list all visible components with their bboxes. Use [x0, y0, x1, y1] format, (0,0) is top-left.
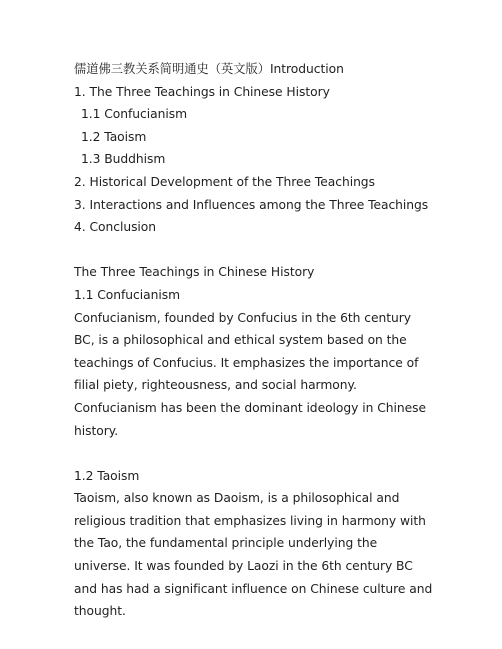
- spacer: [74, 442, 434, 465]
- document-body: [74, 58, 434, 623]
- toc-item-2: 2. Historical Development of the Three Teachings: [74, 174, 375, 189]
- toc-item-1-1: 1.1 Confucianism: [81, 107, 187, 122]
- taoism-paragraph: Taoism, also known as Daoism, is a philosophical and religious tradition that emphasizes living in harmony with the Tao, the fundamental principle underlying the universe. It was founded by Laozi in the 6th century BC and has had a significant influence on Chinese culture and thought.: [74, 491, 433, 619]
- toc-item-1: 1. The Three Teachings in Chinese History: [74, 84, 330, 99]
- confucianism-paragraph: Confucianism, founded by Confucius in the 6th century BC, is a philosophical and ethical system based on the teachings of Confucius. It emphasizes the importance of filial piety, righteousness, and social harmony. Confucianism has been the dominant ideology in Chinese history.: [74, 310, 426, 438]
- toc-item-1-3: 1.3 Buddhism: [81, 152, 166, 167]
- taoism-heading: 1.2 Taoism: [74, 468, 140, 483]
- spacer: [74, 239, 434, 262]
- confucianism-heading: 1.1 Confucianism: [74, 287, 180, 302]
- document-title: 儒道佛三教关系简明通史（英文版）Introduction: [74, 62, 344, 76]
- toc-item-3: 3. Interactions and Influences among the Three Teachings: [74, 197, 429, 212]
- section-heading: The Three Teachings in Chinese History: [74, 265, 315, 280]
- toc-item-1-2: 1.2 Taoism: [81, 129, 147, 144]
- toc-item-4: 4. Conclusion: [74, 220, 157, 235]
